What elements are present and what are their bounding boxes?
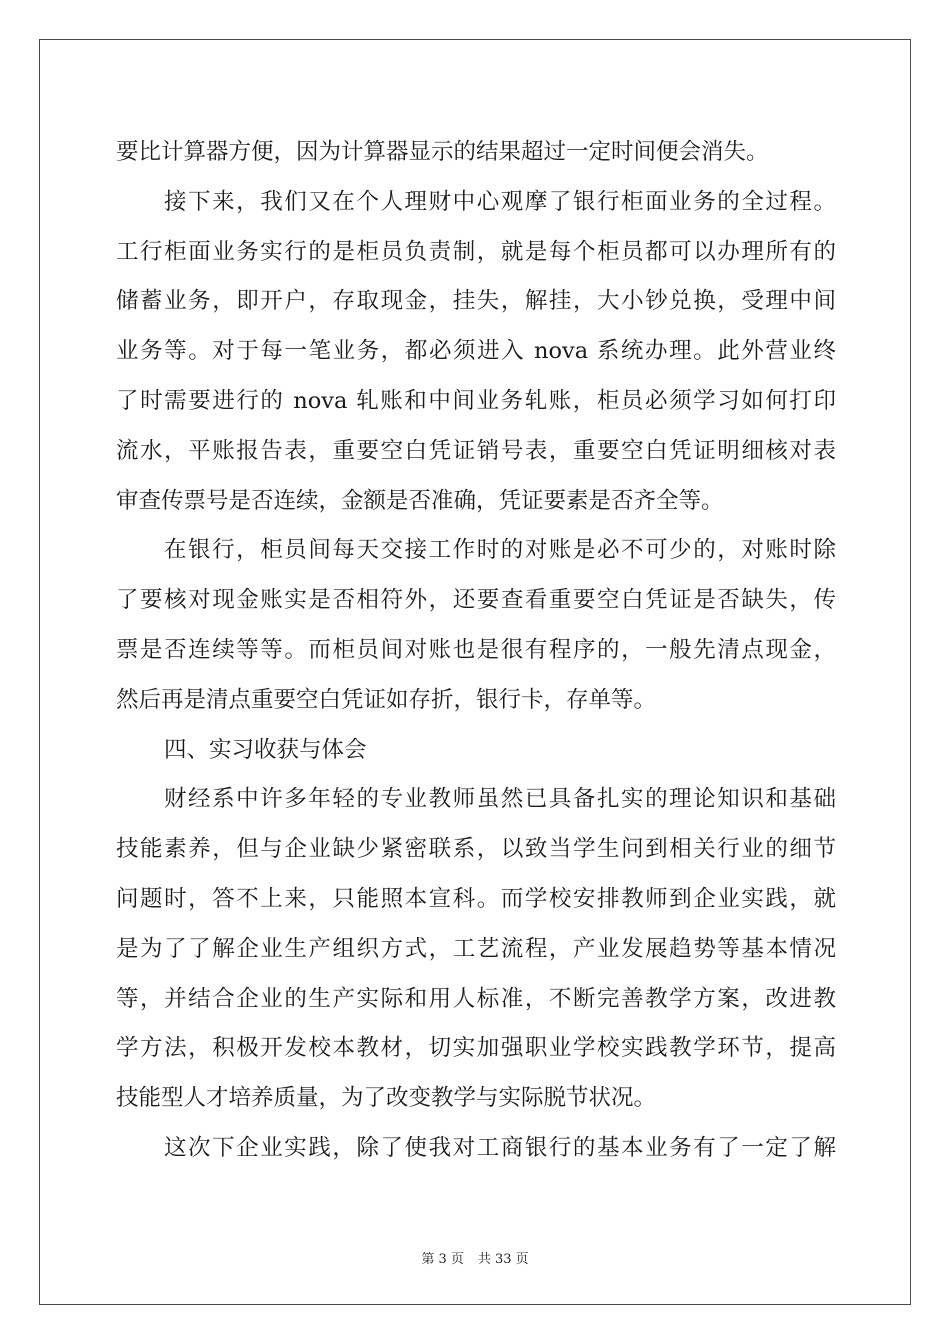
text-line: 财经系中许多年轻的专业教师虽然已具备扎实的理论知识和基础 (164, 786, 836, 813)
text-line: 等，并结合企业的生产实际和用人标准，不断完善教学方案，改进教 (116, 985, 836, 1012)
total-pages: 共 33 页 (477, 1252, 529, 1267)
text-line: 工行柜面业务实行的是柜员负责制，就是每个柜员都可以办理所有的 (116, 238, 836, 265)
text-line: 学方法，积极开发校本教材，切实加强职业学校实践教学环节，提高 (116, 1035, 836, 1062)
text-line: 接下来，我们又在个人理财中心观摩了银行柜面业务的全过程。 (164, 188, 836, 215)
text-line: 这次下企业实践，除了使我对工商银行的基本业务有了一定了解 (164, 1134, 836, 1161)
text-line: 审查传票号是否连续，金额是否准确，凭证要素是否齐全等。 (116, 487, 724, 514)
text-line: 在银行，柜员间每天交接工作时的对账是必不可少的，对账时除 (164, 537, 836, 564)
text-line: 要比计算器方便，因为计算器显示的结果超过一定时间便会消失。 (116, 139, 769, 165)
document-body (116, 128, 836, 1174)
text-line: 问题时，答不上来，只能照本宣科。而学校安排教师到企业实践，就 (116, 885, 836, 912)
text-line: 流水，平账报告表，重要空白凭证销号表，重要空白凭证明细核对表 (116, 437, 836, 464)
text-line: 储蓄业务，即开户，存取现金，挂失，解挂，大小钞兑换，受理中间 (116, 288, 836, 315)
page-number: 第 3 页 (421, 1252, 464, 1267)
text-line: 是为了了解企业生产组织方式，工艺流程，产业发展趋势等基本情况 (116, 935, 836, 962)
text-line: 然后再是清点重要空白凭证如存折，银行卡，存单等。 (116, 686, 657, 713)
text-line: 技能素养，但与企业缺少紧密联系，以致当学生问到相关行业的细节 (116, 836, 836, 863)
text-line: 四、实习收获与体会 (164, 736, 367, 763)
text-line: 业务等。对于每一笔业务，都必须进入 nova 系统办理。此外营业终 (116, 338, 836, 365)
text-line: 技能型人才培养质量，为了改变教学与实际脱节状况。 (116, 1085, 657, 1112)
text-line: 票是否连续等等。而柜员间对账也是很有程序的，一般先清点现金， (116, 636, 836, 663)
text-line: 了要核对现金账实是否相符外，还要查看重要空白凭证是否缺失，传 (116, 587, 836, 614)
text-line: 了时需要进行的 nova 轧账和中间业务轧账，柜员必须学习如何打印 (116, 387, 836, 414)
page-footer (0, 1248, 950, 1267)
